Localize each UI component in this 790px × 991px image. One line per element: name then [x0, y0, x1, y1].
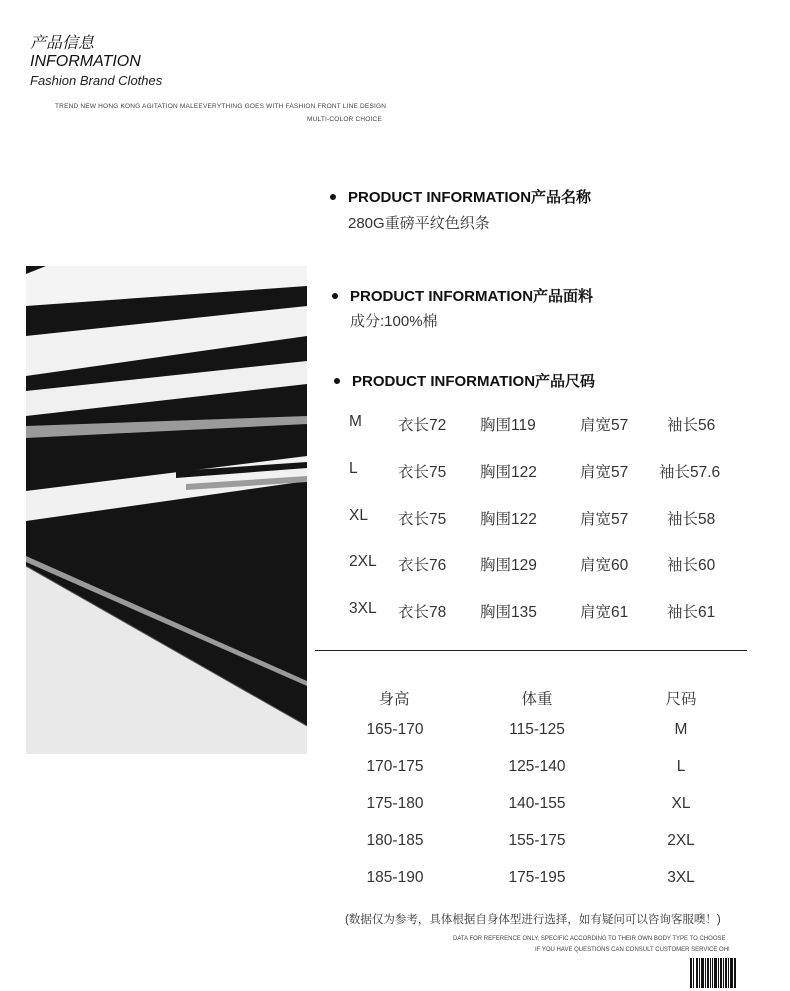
section-divider — [315, 650, 747, 651]
size-label: L — [349, 460, 358, 477]
garment-length: 衣长75 — [398, 464, 447, 481]
shoulder-width: 肩宽57 — [580, 417, 629, 434]
table-row — [0, 869, 790, 891]
sleeve-length: 袖长57.6 — [659, 464, 721, 481]
size-cell: M — [674, 721, 688, 738]
garment-length: 衣长78 — [398, 604, 447, 621]
recommendation-header-row — [0, 687, 790, 709]
garment-length: 衣长76 — [398, 557, 447, 574]
size-row — [0, 460, 790, 484]
slogan-line-2: MULTI-COLOR CHOICE — [307, 116, 382, 123]
size-cell: XL — [671, 795, 691, 812]
shoulder-width: 肩宽60 — [580, 557, 629, 574]
size-cell: 2XL — [667, 832, 695, 849]
product-size-heading: PRODUCT INFORMATION产品尺码 — [334, 370, 595, 391]
height-cell: 180-185 — [366, 832, 424, 849]
table-row — [0, 795, 790, 817]
size-cell: L — [676, 758, 686, 775]
chest-width: 胸围119 — [480, 417, 536, 434]
size-row — [0, 413, 790, 437]
size-label: XL — [349, 507, 368, 524]
size-label: M — [349, 413, 362, 430]
height-cell: 175-180 — [366, 795, 424, 812]
weight-cell: 115-125 — [509, 721, 565, 738]
chest-width: 胸围135 — [480, 604, 537, 621]
column-header-height: 身高 — [378, 691, 410, 708]
garment-length: 衣长75 — [398, 511, 447, 528]
table-row — [0, 721, 790, 743]
brand-subtitle: Fashion Brand Clothes — [30, 73, 163, 88]
sleeve-length: 袖长60 — [667, 557, 716, 574]
barcode-icon — [690, 958, 736, 988]
weight-cell: 140-155 — [508, 795, 566, 812]
table-row — [0, 832, 790, 854]
weight-cell: 155-175 — [508, 832, 566, 849]
column-header-weight: 体重 — [521, 691, 553, 708]
shoulder-width: 肩宽61 — [580, 604, 629, 621]
weight-cell: 175-195 — [508, 869, 566, 886]
chest-width: 胸围122 — [480, 464, 537, 481]
reference-note-cn: (数据仅为参考，具体根据自身体型进行选择，如有疑问可以咨询客服噢！) — [345, 914, 721, 926]
chest-width: 胸围122 — [480, 511, 537, 528]
product-name-heading: PRODUCT INFORMATION产品名称 — [330, 186, 591, 207]
size-cell: 3XL — [667, 869, 695, 886]
page-title-en: INFORMATION — [30, 53, 141, 70]
sleeve-length: 袖长58 — [667, 511, 716, 528]
bullet-dot-icon — [334, 378, 340, 384]
sleeve-length: 袖长56 — [667, 417, 716, 434]
size-row — [0, 553, 790, 577]
weight-cell: 125-140 — [508, 758, 566, 775]
table-row — [0, 758, 790, 780]
reference-note-en-1: DATA FOR REFERENCE ONLY, SPECIFIC ACCORDING TO THEIR OWN BODY TYPE TO CHOOSE — [453, 936, 726, 942]
size-row — [0, 507, 790, 531]
height-cell: 185-190 — [366, 869, 424, 886]
garment-length: 衣长72 — [398, 417, 447, 434]
size-label: 2XL — [349, 553, 377, 570]
size-row — [0, 600, 790, 624]
product-fabric-heading: PRODUCT INFORMATION产品面料 — [332, 285, 593, 306]
height-cell: 165-170 — [366, 721, 424, 738]
reference-note-en-2: IF YOU HAVE QUESTIONS CAN CONSULT CUSTOMER SERVICE OH! — [535, 947, 730, 953]
height-cell: 170-175 — [366, 758, 424, 775]
sleeve-length: 袖长61 — [667, 604, 716, 621]
bullet-dot-icon — [332, 293, 338, 299]
page-title-cn: 产品信息 — [30, 35, 95, 52]
product-fabric-value: 成分:100%棉 — [350, 313, 438, 330]
shoulder-width: 肩宽57 — [580, 464, 629, 481]
bullet-dot-icon — [330, 194, 336, 200]
slogan-line-1: TREND NEW HONG KONG AGITATION MALEEVERYTHING GOES WITH FASHION FRONT LINE DESIGN — [55, 103, 387, 110]
product-name-value: 280G重磅平纹色织条 — [348, 215, 490, 232]
chest-width: 胸围129 — [480, 557, 537, 574]
column-header-size: 尺码 — [665, 691, 697, 708]
shoulder-width: 肩宽57 — [580, 511, 629, 528]
size-label: 3XL — [349, 600, 377, 617]
